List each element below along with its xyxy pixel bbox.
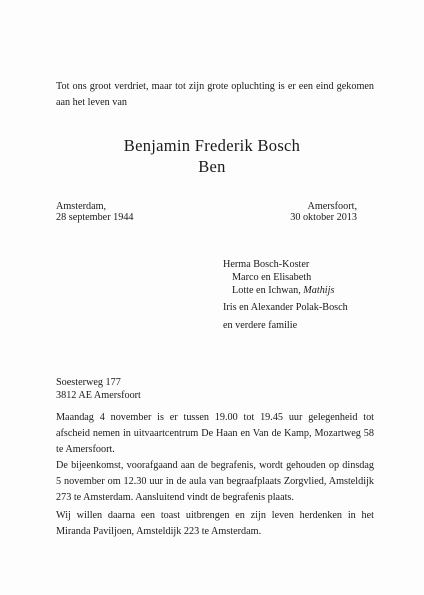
deceased-call-name: Ben — [198, 157, 226, 176]
death-date: 30 oktober 2013 — [290, 212, 357, 223]
gathering-paragraph: De bijeenkomst, voorafgaand aan de begrafenis, wordt gehouden op dinsdag 5 november om 12.30 uur in de aula van begraafplaats Zorgvlied, Amsteldijk 273 te Amsterdam. Aansluitend vindt de begrafenis plaats. — [56, 460, 374, 503]
address-street: Soesterweg 177 — [56, 377, 121, 388]
deceased-full-name: Benjamin Frederik Bosch — [123, 136, 301, 155]
family-child-2 — [232, 283, 334, 299]
address-postal: 3812 AE Amersfoort — [56, 390, 141, 401]
family-child-3: Iris en Alexander Polak-Bosch — [223, 302, 348, 313]
family-spouse: Herma Bosch-Koster — [223, 259, 310, 270]
family-grandchild: Mathijs — [303, 285, 335, 296]
family-others: en verdere familie — [223, 320, 298, 331]
death-place: Amersfoort, — [307, 201, 357, 212]
birth-place: Amsterdam, — [56, 201, 107, 212]
family-child-2-names: Lotte en Ichwan, — [232, 285, 301, 296]
toast-paragraph: Wij willen daarna een toast uitbrengen en zijn leven herdenken in het Miranda Paviljoen, Amsteldijk 223 te Amsterdam. — [56, 510, 374, 537]
farewell-paragraph: Maandag 4 november is er tussen 19.00 tot 19.45 uur gelegenheid tot afscheid nemen in uitvaartcentrum De Haan en Van de Kamp, Mozartweg 58 te Amersfoort. — [56, 412, 374, 455]
birth-date: 28 september 1944 — [56, 212, 134, 223]
intro-text: Tot ons groot verdriet, maar tot zijn grote opluchting is er een eind gekomen aan het leven van — [56, 81, 374, 108]
family-child-1: Marco en Elisabeth — [232, 272, 312, 283]
